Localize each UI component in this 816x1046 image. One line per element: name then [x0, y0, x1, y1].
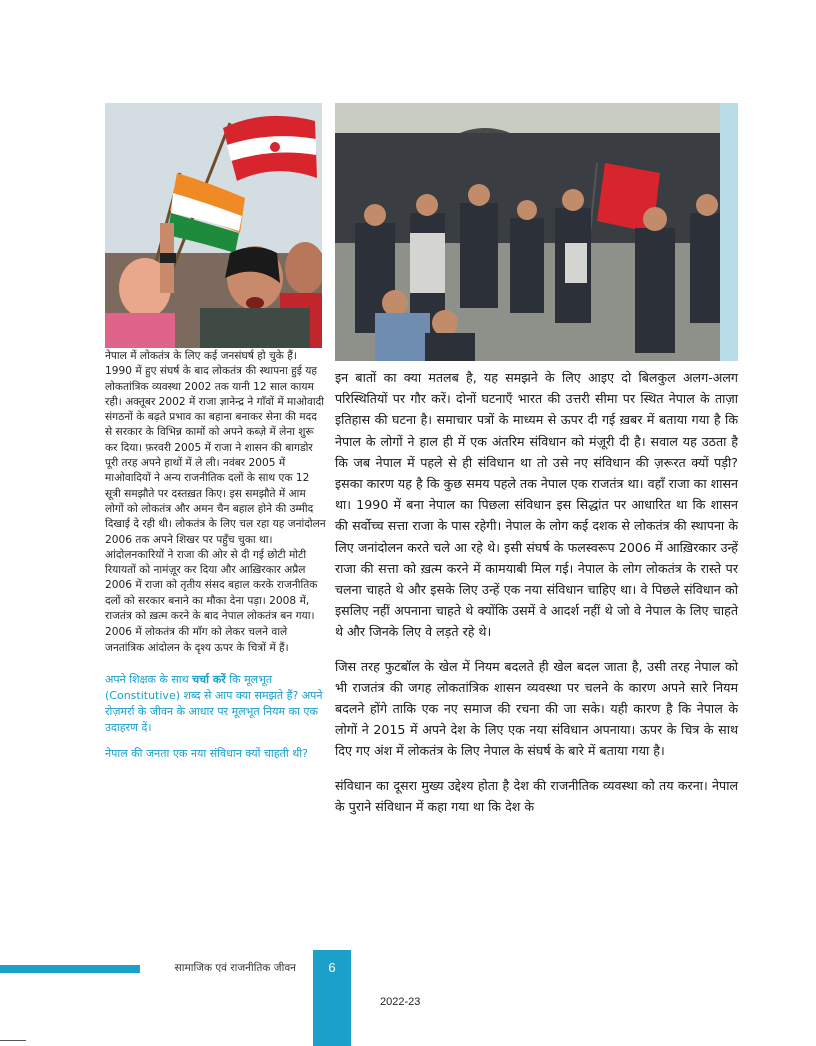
protest-flags-photo	[105, 103, 322, 348]
photo-caption: नेपाल में लोकतंत्र के लिए कई जनसंघर्ष हो चुके हैं। 1990 में हुए संघर्ष के बाद लोकतंत्र की स्थापना हुई यह लोकतांत्रिक व्यवस्था 2002 तक यानी 12 साल कायम रही। अक्तूबर 2002 में राजा ज्ञानेन्द्र ने गाँवों में माओवादी संगठनों के बढ़ते प्रभाव का बहाना बनाकर सेना की मदद से सरकार के विभिन्न कामों को अपने कब्ज़े में लेना शुरू कर दिया। फ़रवरी 2005 में राजा ने शासन की बागडोर पूरी तरह अपने हाथों में ले ली। नवंबर 2005 में माओवादियों ने अन्य राजनीतिक दलों के साथ एक 12 सूत्री समझौते पर दस्तख़त किए। इस समझौते में आम लोगों को लोकतंत्र और अमन चैन बहाल होने की उम्मीद दिखाई दे रही थी। लोकतंत्र के लिए चल रहा यह जनांदोलन 2006 तक अपने शिखर पर पहुँच चुका था। आंदोलनकारियों ने राजा की ओर से दी गई छोटी मोटी रियायतों को नामंज़ूर कर दिया और आख़िरकार अप्रैल 2006 में राजा को तृतीय संसद बहाल करके राजनीतिक दलों को सरकार बनाने का मौका देना पड़ा। 2008 में, राजतंत्र को ख़त्म करने के बाद नेपाल लोकतंत्र बन गया।	[105, 350, 326, 623]
page-number: 6	[328, 960, 336, 975]
question-text-start: अपने शिक्षक के साथ	[105, 672, 193, 686]
sidebar-column	[105, 349, 327, 762]
photo-caption-secondary: 2006 में लोकतंत्र की माँग को लेकर चलने वाले जनतांत्रिक आंदोलन के दृश्य ऊपर के चित्रों में हैं।	[105, 626, 289, 654]
corner-divider	[0, 1040, 26, 1041]
main-text-column	[335, 367, 738, 817]
question-text-end: कि मूलभूत (Constitutive) शब्द से आप क्या समझते हैं? अपने रोज़मर्रा के जीवन के आधार पर मूलभूत नियम का एक उदाहरण दें।	[105, 672, 323, 734]
body-paragraph-1: इन बातों का क्या मतलब है, यह समझने के लिए आइए दो बिलकुल अलग-अलग परिस्थितियों पर गौर करें। दोनों घटनाएँ भारत की उत्तरी सीमा पर स्थित नेपाल के ताज़ा इतिहास की घटना है। समाचार पत्रों के माध्यम से ऊपर दी गई ख़बर में बताया गया है कि नेपाल के लोगों ने हाल ही में एक अंतरिम संविधान को मंज़ूरी दी है। सवाल यह उठता है कि जब नेपाल में पहले से ही संविधान था तो उसे नए संविधान की ज़रूरत क्यों पड़ी? इसका कारण यह है कि कुछ समय पहले तक नेपाल एक राजतंत्र था। वहाँ राजा का शासन था। 1990 में बना नेपाल का पिछला संविधान इस सिद्धांत पर आधारित था कि शासन की सर्वोच्च सत्ता राजा के पास रहेगी। नेपाल के लोग कई दशक से लोकतंत्र की स्थापना के लिए जनांदोलन करते चले आ रहे थे। इसी संघर्ष के फलस्वरूप 2006 में आख़िरकार उन्हें राजा की सत्ता को ख़त्म करने में कामयाबी मिल गई। नेपाल के लोग लोकतंत्र के रास्ते पर चलना चाहते थे और इसके लिए उन्हें एक नया संविधान चाहिए था। वे पिछले संविधान को इसलिए नहीं अपनाना चाहते थे क्योंकि उसमें वे आदर्श नहीं थे जो वे नेपाल के लिए चाहते थे और जिनके लिए वे लड़ते रहे थे।	[335, 370, 738, 640]
discussion-question	[105, 672, 327, 736]
body-paragraph-3: संविधान का दूसरा मुख्य उद्देश्य होता है देश की राजनीतिक व्यवस्था को तय करना। नेपाल के पुराने संविधान में कहा गया था कि देश के	[335, 777, 738, 814]
edition-year: 2022-23	[380, 996, 421, 1008]
body-paragraph-2: जिस तरह फुटबॉल के खेल में नियम बदलते ही खेल बदल जाता है, उसी तरह नेपाल को भी राजतंत्र की जगह लोकतांत्रिक शासन व्यवस्था पर चलने के कारण अपने सारे नियम बदलने होंगे ताकि एक नए समाज की रचना की जा सके। यही कारण है कि नेपाल के लोगों ने 2015 में अपने देश के लिए एक नया संविधान अपनाया। ऊपर के चित्र के साथ दिए गए अंश में लोकतंत्र के लिए नेपाल के संघर्ष के बारे में बताया गया है।	[335, 658, 738, 759]
book-title: सामाजिक एवं राजनीतिक जीवन	[140, 961, 300, 975]
question-emphasis: चर्चा करें	[192, 672, 226, 686]
review-question: नेपाल की जनता एक नया संविधान क्यों चाहती थी?	[105, 746, 308, 760]
street-crowd-photo	[335, 103, 738, 361]
